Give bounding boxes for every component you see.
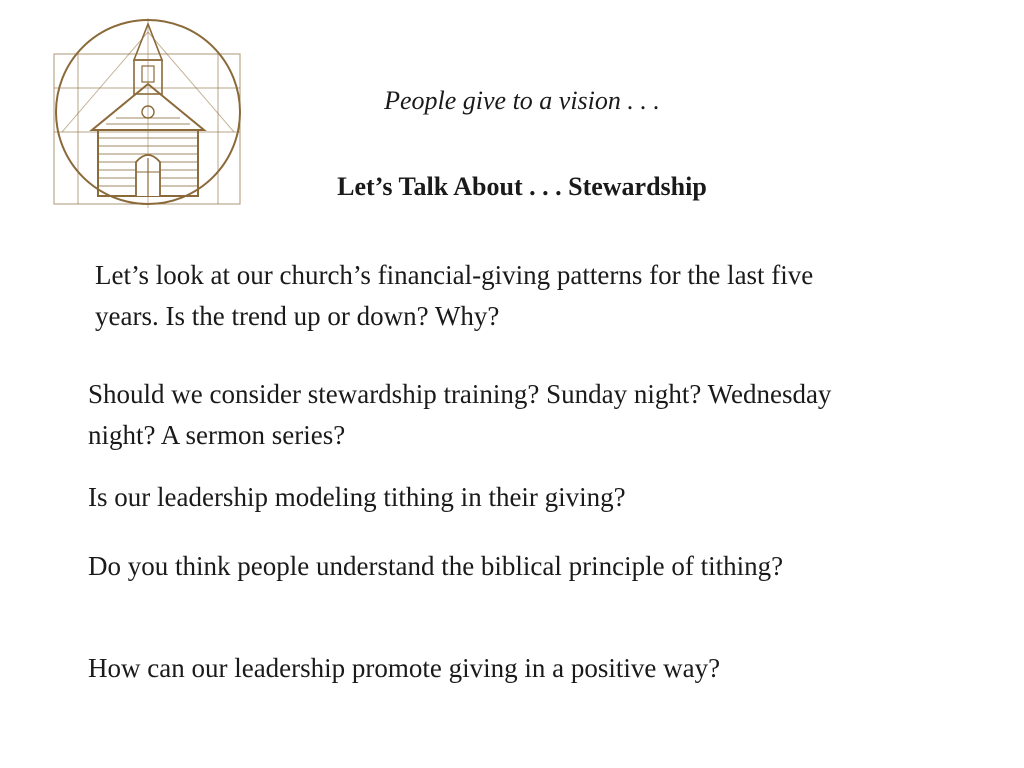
- slide-subtitle: People give to a vision . . .: [384, 86, 660, 115]
- discussion-question: Do you think people understand the biblical principle of tithing?: [88, 551, 784, 581]
- discussion-question: Let’s look at our church’s financial-giving patterns for the last five years. Is the trend up or down? Why?: [95, 260, 814, 331]
- discussion-question: Should we consider stewardship training? Sunday night? Wednesday night? A sermon series?: [88, 379, 832, 450]
- discussion-question: How can our leadership promote giving in a positive way?: [88, 653, 721, 683]
- slide-title: Let’s Talk About . . . Stewardship: [337, 172, 707, 201]
- discussion-question: Is our leadership modeling tithing in their giving?: [88, 482, 626, 512]
